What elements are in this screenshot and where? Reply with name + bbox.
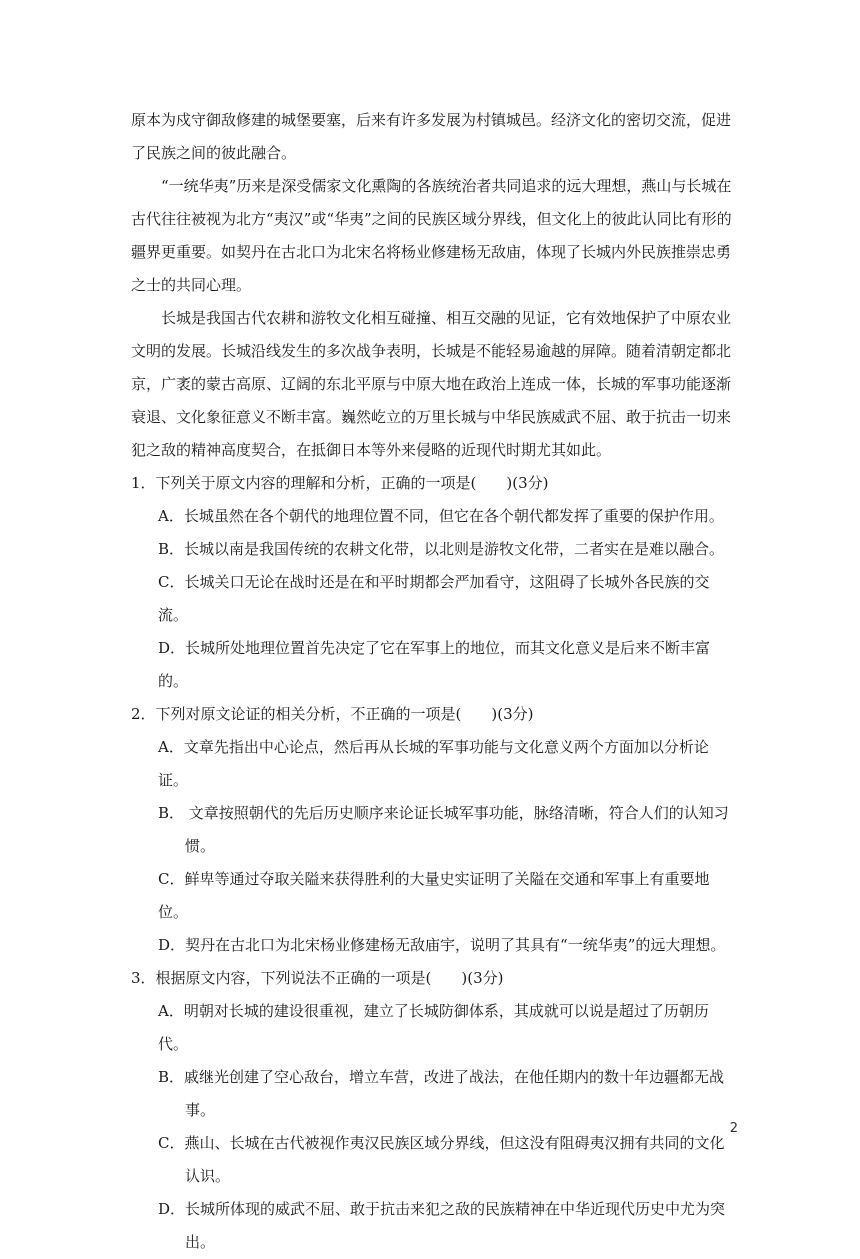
- option-a: A．明朝对长城的建设很重视，建立了长城防御体系，其成就可以说是超过了历朝历代。: [158, 1002, 709, 1053]
- option-c: C．长城关口无论在战时还是在和平时期都会严加看守，这阻碍了长城外各民族的交流。: [158, 573, 710, 624]
- option-b: B．长城以南是我国传统的农耕文化带，以北则是游牧文化带，二者实在是难以融合。: [158, 540, 725, 558]
- page-number: 2: [729, 1121, 738, 1136]
- option-a: A．文章先指出中心论点，然后再从长城的军事功能与文化意义两个方面加以分析论证。: [158, 738, 709, 789]
- passage-paragraph-1: 原本为戍守御敌修建的城堡要塞，后来有许多发展为村镇城邑。经济文化的密切交流，促进了民族之间的彼此融合。: [131, 111, 732, 162]
- passage-paragraph-2: “一统华夷”历来是深受儒家文化熏陶的各族统治者共同追求的远大理想，燕山与长城在古代往往被视为北方“夷汉”或“华夷”之间的民族区域分界线，但文化上的彼此认同比有形的疆界更重要。如契丹在古北口为北宋名将杨业修建杨无敌庙，体现了长城内外民族推崇忠勇之士的共同心理。: [131, 177, 732, 294]
- option-b: B． 文章按照朝代的先后历史顺序来论证长城军事功能，脉络清晰，符合人们的认知习惯。: [158, 804, 729, 855]
- option-b: B．戚继光创建了空心敌台，增立车营，改进了战法，在他任期内的数十年边疆都无战事。: [158, 1068, 725, 1119]
- question-stem: 1．下列关于原文内容的理解和分析，正确的一项是( )(3分): [131, 474, 549, 492]
- option-a: A．长城虽然在各个朝代的地理位置不同，但它在各个朝代都发挥了重要的保护作用。: [158, 507, 724, 525]
- question-1: [131, 467, 737, 698]
- option-c: C．燕山、长城在古代被视作夷汉民族区域分界线，但这没有阻碍夷汉拥有共同的文化认识。: [158, 1134, 725, 1185]
- question-stem: 2．下列对原文论证的相关分析，不正确的一项是( )(3分): [131, 705, 534, 723]
- option-d: D．长城所体现的威武不屈、敢于抗击来犯之敌的民族精神在中华近现代历史中尤为突出。: [158, 1200, 726, 1251]
- passage-paragraph-3: 长城是我国古代农耕和游牧文化相互碰撞、相互交融的见证，它有效地保护了中原农业文明的发展。长城沿线发生的多次战争表明，长城是不能轻易逾越的屏障。随着清朝定都北京，广袤的蒙古高原、辽阔的东北平原与中原大地在政治上连成一体，长城的军事功能逐渐衰退、文化象征意义不断丰富。巍然屹立的万里长城与中华民族威武不屈、敢于抗击一切来犯之敌的精神高度契合，在抵御日本等外来侵略的近现代时期尤其如此。: [131, 309, 732, 459]
- page-content: [131, 104, 737, 1259]
- question-3: [131, 962, 737, 1259]
- option-c: C．鲜卑等通过夺取关隘来获得胜利的大量史实证明了关隘在交通和军事上有重要地位。: [158, 870, 710, 921]
- question-2: [131, 698, 737, 962]
- option-d: D．契丹在古北口为北宋杨业修建杨无敌庙宇，说明了其具有“一统华夷”的远大理想。: [158, 936, 726, 954]
- option-d: D．长城所处地理位置首先决定了它在军事上的地位，而其文化意义是后来不断丰富的。: [158, 639, 711, 690]
- question-stem: 3．根据原文内容，下列说法不正确的一项是( )(3分): [131, 969, 504, 987]
